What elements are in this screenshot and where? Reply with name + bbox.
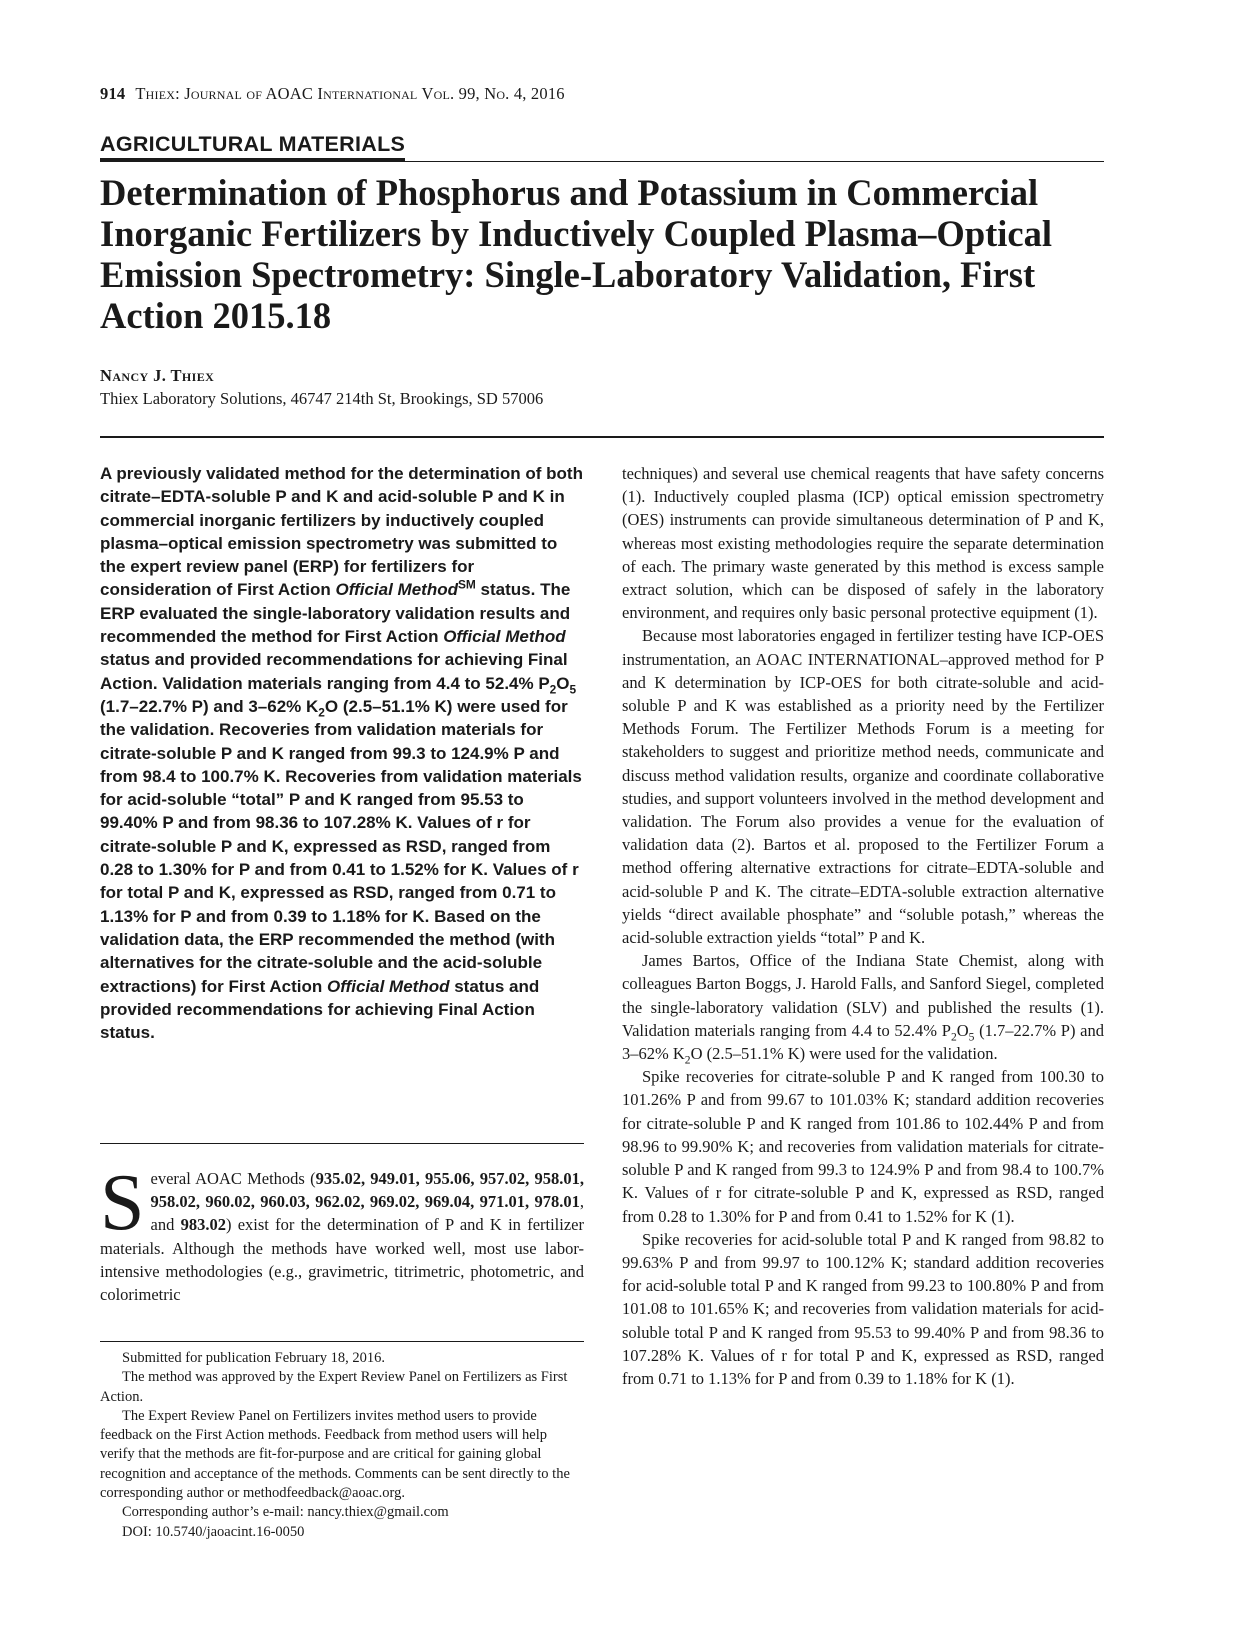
footnote: The method was approved by the Expert Review Panel on Fertilizers as First Action. [100, 1369, 568, 1405]
footnote: The Expert Review Panel on Fertilizers invites method users to provide feedback on the First Action methods. Feedback from method users will help verify that the methods are fit-for-purpose and are critical for gaining global recognition and acceptance of the methods. Comments can be sent directly to the corresponding author or methodfeedback@aoac.org. [100, 1407, 570, 1502]
method-list: 935.02, 949.01, 955.06, 957.02, 958.01, 958.02, 960.02, 960.03, 962.02, 969.02, 969.04, 971.01, 978.01 [150, 1169, 584, 1212]
abstract-rule [100, 1143, 584, 1144]
body-paragraph: Spike recoveries for citrate-soluble P and K ranged from 100.30 to 101.26% P and from 99.67 to 101.03% K; standard addition recoveries for citrate-soluble P and K ranged from 101.86 to 102.44% P and from 98.96 to 99.90% K; and recoveries from validation materials for citrate-soluble P and K ranged from 99.3 to 124.9% P and from 98.4 to 100.7% K. Values of r for citrate-soluble P and K, expressed as RSD, ranged from 0.28 to 1.30% for P and from 0.41 to 1.52% for K (1). [622, 1067, 1104, 1226]
running-head [100, 84, 565, 104]
intro-paragraph: Several AOAC Methods (935.02, 949.01, 955.06, 957.02, 958.01, 958.02, 960.02, 960.03, 962.02, 969.02, 969.04, 971.01, 978.01, and 983.02) exist for the determination of P and K in fertilizer materials. Although the methods have worked well, most use labor-intensive methodologies (e.g., gravimetric, titrimetric, photometric, and colorimetric [100, 1159, 584, 1305]
section-rule [100, 161, 1104, 162]
running-head-text: Thiex: Journal of AOAC International Vol. 99, No. 4, 2016 [135, 84, 565, 103]
author-name: Nancy J. Thiex [100, 366, 215, 385]
footnote: Corresponding author’s e-mail: nancy.thiex@gmail.com [122, 1504, 449, 1521]
body-paragraph: James Bartos, Office of the Indiana State Chemist, along with colleagues Barton Boggs, J. Harold Falls, and Sanford Siegel, completed the single-laboratory validation (SLV) and published the results (1). Validation materials ranging from 4.4 to 52.4% $P_2O_5$ (1.7–22.7% P) and 3–62% $K_2O$ (2.5–51.1% K) were used for the validation. [622, 951, 1105, 1067]
author-affiliation: Thiex Laboratory Solutions, 46747 214th St, Brookings, SD 57006 [100, 389, 544, 408]
header-rule [100, 436, 1104, 438]
section-label: AGRICULTURAL MATERIALS [100, 132, 405, 161]
body-paragraph: Spike recoveries for acid-soluble total P and K ranged from 98.82 to 99.63% P and from 99.97 to 100.12% K; standard addition recoveries for acid-soluble total P and K ranged from 99.23 to 100.80% P and from 101.08 to 101.65% K; and recoveries from validation materials for acid-soluble total P and K ranged from 95.53 to 99.40% P and from 98.36 to 107.28% K. Values of r for total P and K, expressed as RSD, ranged from 0.71 to 1.13% for P and from 0.39 to 1.18% for K (1). [622, 1229, 1104, 1388]
drop-cap: S [100, 1159, 145, 1247]
body-paragraph: Because most laboratories engaged in fertilizer testing have ICP-OES instrumentation, an AOAC INTERNATIONAL–approved method for P and K determination by ICP-OES for both citrate-soluble and acid-soluble P and K was established as a priority need by the Fertilizer Methods Forum. The Fertilizer Methods Forum is a meeting for stakeholders to suggest and prioritize method needs, communicate and discuss method validation results, organize and coordinate collaborative studies, and support volunteers involved in the method development and validation. The Forum also provides a venue for the evaluation of validation data (2). Bartos et al. proposed to the Fertilizer Forum a method offering alternative extractions for citrate–EDTA-soluble and acid-soluble P and K. The citrate–EDTA-soluble extraction alternative yields “direct available phosphate” and “soluble potash,” whereas the acid-soluble extraction yields “total” P and K. [622, 626, 1104, 948]
footnote: Submitted for publication February 18, 2016. [122, 1350, 385, 1366]
body-paragraph: techniques) and several use chemical reagents that have safety concerns (1). Inductively coupled plasma (ICP) optical emission spectrometry (OES) instruments can provide simultaneous determination of P and K, whereas most existing methodologies require the separate determination of each. The primary waste generated by this method is excess sample extract solution, which can be disposed of safely in the laboratory environment, and requires only basic personal protective equipment (1). [622, 464, 1104, 623]
footnotes [100, 1349, 584, 1542]
page-number: 914 [100, 84, 126, 103]
abstract: A previously validated method for the determination of both citrate–EDTA-soluble P and K and acid-soluble P and K in commercial inorganic fertilizers by inductively coupled plasma–optical emission spectrometry was submitted to the expert review panel (ERP) for fertilizers for consideration of First Action Official Method℠ status. The ERP evaluated the single-laboratory validation results and recommended the method for First Action Official Method status and provided recommendations for achieving Final Action. Validation materials ranging from 4.4 to 52.4% $P_2O_5$ (1.7–22.7% P) and 3–62% $K_2O$ (2.5–51.1% K) were used for the validation. Recoveries from validation materials for citrate-soluble P and K ranged from 99.3 to 124.9% P and from 98.4 to 100.7% K. Recoveries from validation materials for acid-soluble “total” P and K ranged from 95.53 to 99.40% P and from 98.36 to 107.28% K. Values of r for citrate-soluble P and K, expressed as RSD, ranged from 0.28 to 1.30% for P and from 0.41 to 1.52% for K. Values of r for total P and K, expressed as RSD, ranged from 0.71 to 1.13% for P and from 0.39 to 1.18% for K. Based on the validation data, the ERP recommended the method (with alternatives for the citrate-soluble and the acid-soluble extractions) for First Action Official Method status and provided recommendations for achieving Final Action status. [100, 464, 583, 1043]
right-column [622, 462, 1104, 1390]
footnote: DOI: 10.5740/jaoacint.16-0050 [122, 1523, 305, 1540]
footnote-rule [100, 1341, 584, 1342]
article-title: Determination of Phosphorus and Potassium in Commercial Inorganic Fertilizers by Inductively Coupled Plasma–Optical Emission Spectrometry: Single-Laboratory Validation, First Action 2015.18 [100, 172, 1053, 336]
